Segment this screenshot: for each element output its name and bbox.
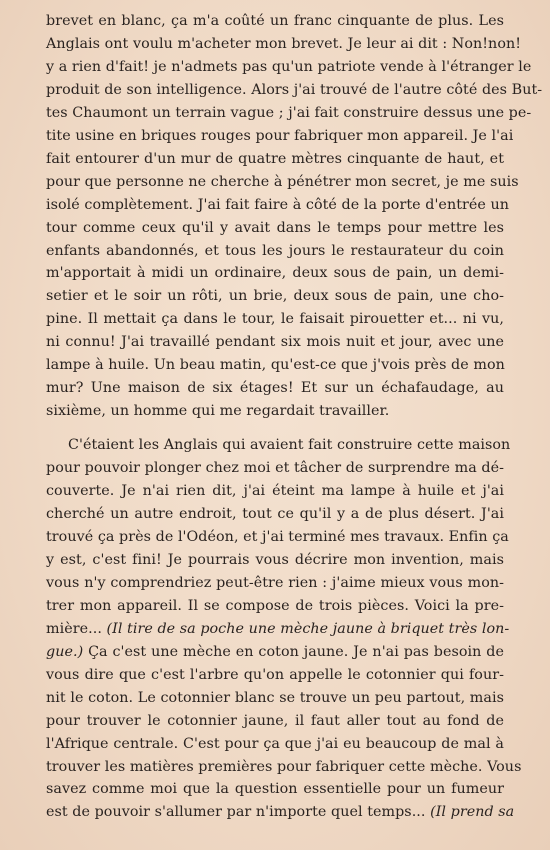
paragraph-2 xyxy=(46,434,522,824)
text-line: cherché un autre endroit, tout ce qu'il y a de plus désert. J'ai xyxy=(46,506,504,523)
text-line: isolé complètement. J'ai fait faire à côté de la porte d'entrée un xyxy=(46,196,510,213)
text-fragment: mière... xyxy=(46,620,107,637)
text-line: produit de son intelligence. Alors j'ai trouvé de l'autre côté des But- xyxy=(46,81,543,98)
text-line: pine. Il mettait ça dans le tour, le faisait pirouetter et... ni vu, xyxy=(46,311,504,328)
text-line xyxy=(46,618,510,641)
text-fragment: Ça c'est une mèche en coton jaune. Je n'ai pas besoin de xyxy=(88,643,504,660)
stage-direction: (Il tire de sa poche une mèche jaune à briquet très lon- xyxy=(106,620,510,637)
paragraph-1 xyxy=(46,10,543,423)
text-line: sixième, un homme qui me regardait travailler. xyxy=(46,403,390,420)
text-line: setier et le soir un rôti, un brie, deux sous de pain, une cho- xyxy=(46,288,504,305)
text-line: y a rien d'fait! je n'admets pas qu'un patriote vende à l'étranger le xyxy=(46,58,532,75)
text-line: tour comme ceux qu'il y avait dans le temps pour mettre les xyxy=(46,219,504,236)
text-line: pour que personne ne cherche à pénétrer mon secret, je me suis xyxy=(46,173,519,190)
text-line: Anglais ont voulu m'acheter mon brevet. Je leur ai dit : Non!non! xyxy=(46,35,522,52)
text-line: m'apportait à midi un ordinaire, deux sous de pain, un demi- xyxy=(46,265,504,282)
text-line xyxy=(46,641,504,664)
text-fragment: est de pouvoir s'allumer par n'importe quel temps... xyxy=(46,804,431,821)
text-line: lampe à huile. Un beau matin, qu'est-ce que j'vois près de mon xyxy=(46,357,505,374)
text-line: couverte. Je n'ai rien dit, j'ai éteint ma lampe à huile et j'ai xyxy=(46,483,504,500)
text-line: pour pouvoir plonger chez moi et tâcher de surprendre ma dé- xyxy=(46,460,504,477)
text-line xyxy=(46,801,515,824)
text-line: trouver les matières premières pour fabriquer cette mèche. Vous xyxy=(46,758,522,775)
text-line: vous n'y comprendriez peut-être rien : j'aime mieux vous mon- xyxy=(46,574,504,591)
text-line: trer mon appareil. Il se compose de trois pièces. Voici la pre- xyxy=(46,597,504,614)
text-line: vous dire que c'est l'arbre qu'on appelle le cotonnier qui four- xyxy=(46,666,504,683)
stage-direction: (Il prend sa xyxy=(430,804,515,821)
text-line: mur? Une maison de six étages! Et sur un échafaudage, au xyxy=(46,380,504,397)
text-line: ni connu! J'ai travaillé pendant six mois nuit et jour, avec une xyxy=(46,334,504,351)
text-line: tite usine en briques rouges pour fabriquer mon appareil. Je l'ai xyxy=(46,127,514,144)
text-line: l'Afrique centrale. C'est pour ça que j'ai eu beaucoup de mal à xyxy=(46,735,504,752)
text-line: trouvé ça près de l'Odéon, et j'ai terminé mes travaux. Enfin ça xyxy=(46,528,509,545)
text-line: pour trouver le cotonnier jaune, il faut aller tout au fond de xyxy=(46,712,504,729)
page-text xyxy=(46,10,543,824)
text-line: C'étaient les Anglais qui avaient fait construire cette maison xyxy=(68,437,511,454)
text-line: fait entourer d'un mur de quatre mètres cinquante de haut, et xyxy=(46,150,504,167)
text-line: tes Chaumont un terrain vague ; j'ai fait construire dessus une pe- xyxy=(46,104,532,121)
text-line: brevet en blanc, ça m'a coûté un franc cinquante de plus. Les xyxy=(46,13,504,29)
text-line: enfants abandonnés, et tous les jours le restaurateur du coin xyxy=(46,242,504,259)
text-line: savez comme moi que la question essentielle pour un fumeur xyxy=(46,781,504,798)
text-line: nit le coton. Le cotonnier blanc se trouve un peu partout, mais xyxy=(46,689,504,706)
text-line: y est, c'est fini! Je pourrais vous décrire mon invention, mais xyxy=(46,551,504,568)
stage-direction: gue.) xyxy=(46,643,89,660)
